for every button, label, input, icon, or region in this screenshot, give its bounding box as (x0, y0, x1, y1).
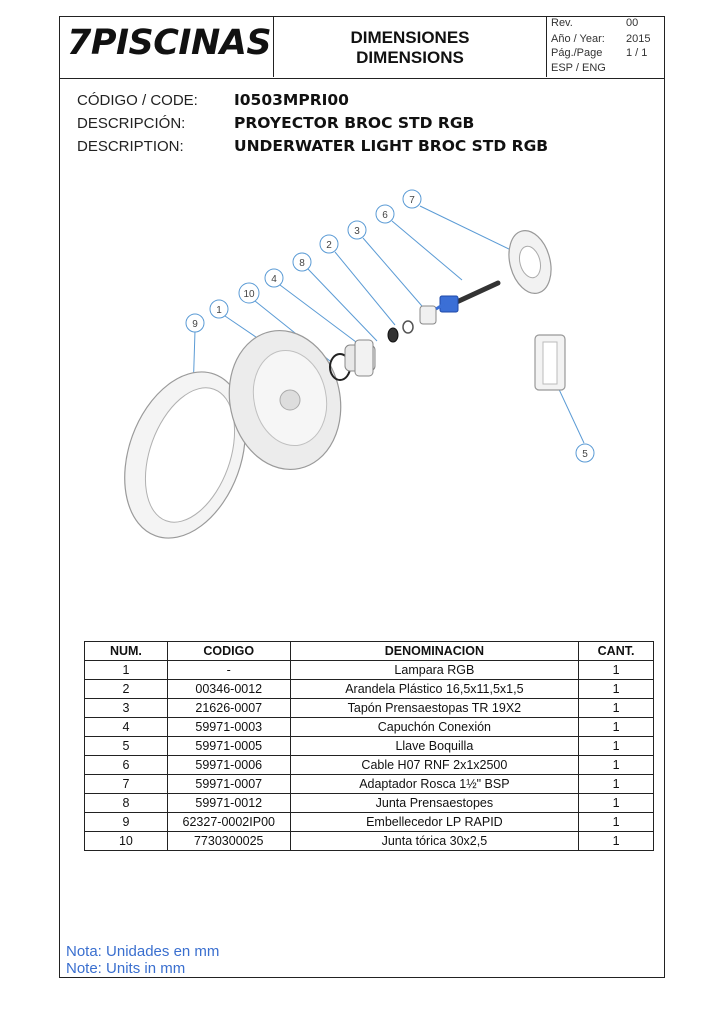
table-cell: Junta Prensaestopes (290, 794, 578, 813)
col-codigo: CODIGO (167, 642, 290, 661)
year-value: 2015 (626, 33, 651, 45)
table-row (85, 737, 654, 756)
desc-es-label: DESCRIPCIÓN: (77, 115, 186, 132)
svg-text:5: 5 (582, 449, 588, 460)
title-block (59, 16, 665, 79)
svg-text:4: 4 (271, 274, 277, 285)
callout-7 (403, 190, 421, 208)
table-cell: 1 (579, 680, 654, 699)
callout-9 (186, 314, 204, 332)
logo-box (59, 16, 274, 77)
table-cell: Adaptador Rosca 1½" BSP (290, 775, 578, 794)
part-5-key (535, 335, 565, 390)
table-cell: Tapón Prensaestopas TR 19X2 (290, 699, 578, 718)
table-cell: 7730300025 (167, 832, 290, 851)
part-6-cable (436, 283, 498, 312)
table-cell: 21626-0007 (167, 699, 290, 718)
table-cell: - (167, 661, 290, 680)
table-cell: Embellecedor LP RAPID (290, 813, 578, 832)
table-row (85, 718, 654, 737)
bill-of-materials-table (84, 641, 654, 851)
table-row (85, 661, 654, 680)
col-cant: CANT. (579, 642, 654, 661)
callout-8 (293, 253, 311, 271)
svg-text:2: 2 (326, 240, 332, 251)
lang-label: ESP / ENG (551, 62, 606, 74)
callout-2 (320, 235, 338, 253)
svg-text:10: 10 (243, 289, 255, 300)
table-cell: 1 (579, 832, 654, 851)
note-es: Nota: Unidades en mm (66, 943, 220, 960)
table-cell: 1 (579, 794, 654, 813)
document-title (274, 16, 547, 77)
table-row (85, 794, 654, 813)
table-cell: Arandela Plástico 16,5x11,5x1,5 (290, 680, 578, 699)
table-cell: Lampara RGB (290, 661, 578, 680)
table-cell: 7 (85, 775, 168, 794)
desc-es-value: PROYECTOR BROC STD RGB (234, 114, 475, 132)
table-cell: Cable H07 RNF 2x1x2500 (290, 756, 578, 775)
table-cell: 1 (579, 813, 654, 832)
table-cell: 59971-0012 (167, 794, 290, 813)
exploded-view-drawing (60, 180, 620, 560)
table-cell: 59971-0006 (167, 756, 290, 775)
page-label: Pág./Page (551, 47, 603, 59)
revision-box (547, 16, 663, 77)
table-cell: 1 (85, 661, 168, 680)
desc-en-value: UNDERWATER LIGHT BROC STD RGB (234, 137, 549, 155)
svg-text:8: 8 (299, 258, 305, 269)
col-num: NUM. (85, 642, 168, 661)
table-cell: 1 (579, 775, 654, 794)
callout-4 (265, 269, 283, 287)
table-cell: 10 (85, 832, 168, 851)
table-row (85, 813, 654, 832)
year-label: Año / Year: (551, 33, 605, 45)
table-row (85, 756, 654, 775)
table-cell: 8 (85, 794, 168, 813)
table-cell: 1 (579, 756, 654, 775)
table-cell: 4 (85, 718, 168, 737)
callout-5 (576, 444, 594, 462)
svg-text:3: 3 (354, 226, 360, 237)
table-cell: 59971-0007 (167, 775, 290, 794)
svg-text:1: 1 (216, 305, 222, 316)
part-2-washer (403, 321, 413, 333)
table-cell: 59971-0005 (167, 737, 290, 756)
table-cell: 9 (85, 813, 168, 832)
table-cell: 6 (85, 756, 168, 775)
svg-text:7: 7 (409, 195, 415, 206)
callout-3 (348, 221, 366, 239)
table-cell: 1 (579, 661, 654, 680)
table-cell: 2 (85, 680, 168, 699)
note-en: Note: Units in mm (66, 960, 186, 977)
col-denominacion: DENOMINACION (290, 642, 578, 661)
desc-en-label: DESCRIPTION: (77, 138, 184, 155)
table-cell: Llave Boquilla (290, 737, 578, 756)
table-cell: 1 (579, 737, 654, 756)
rev-value: 00 (626, 17, 639, 29)
svg-text:6: 6 (382, 210, 388, 221)
brand-logo: 7PISCINAS (67, 23, 272, 63)
code-label: CÓDIGO / CODE: (77, 92, 198, 109)
table-cell: Junta tórica 30x2,5 (290, 832, 578, 851)
table-cell: 1 (579, 718, 654, 737)
table-cell: 3 (85, 699, 168, 718)
callout-6 (376, 205, 394, 223)
code-value: I0503MPRI00 (234, 91, 349, 109)
table-row (85, 680, 654, 699)
svg-text:9: 9 (192, 319, 198, 330)
table-cell: 1 (579, 699, 654, 718)
title-es: DIMENSIONES (350, 28, 470, 47)
part-8-gasket (388, 328, 398, 342)
table-cell: 5 (85, 737, 168, 756)
page-value: 1 / 1 (626, 47, 648, 59)
table-header-row (85, 642, 654, 661)
table-cell: Capuchón Conexión (290, 718, 578, 737)
table-cell: 62327-0002IP00 (167, 813, 290, 832)
part-7-adapter (502, 226, 557, 298)
callout-1 (210, 300, 228, 318)
title-en: DIMENSIONS (356, 48, 464, 67)
part-4-connector (345, 340, 375, 376)
table-row (85, 775, 654, 794)
table-cell: 00346-0012 (167, 680, 290, 699)
rev-label: Rev. (551, 17, 573, 29)
callout-10 (239, 283, 259, 303)
table-row (85, 699, 654, 718)
table-cell: 59971-0003 (167, 718, 290, 737)
part-3-plug (420, 306, 436, 324)
table-row (85, 832, 654, 851)
